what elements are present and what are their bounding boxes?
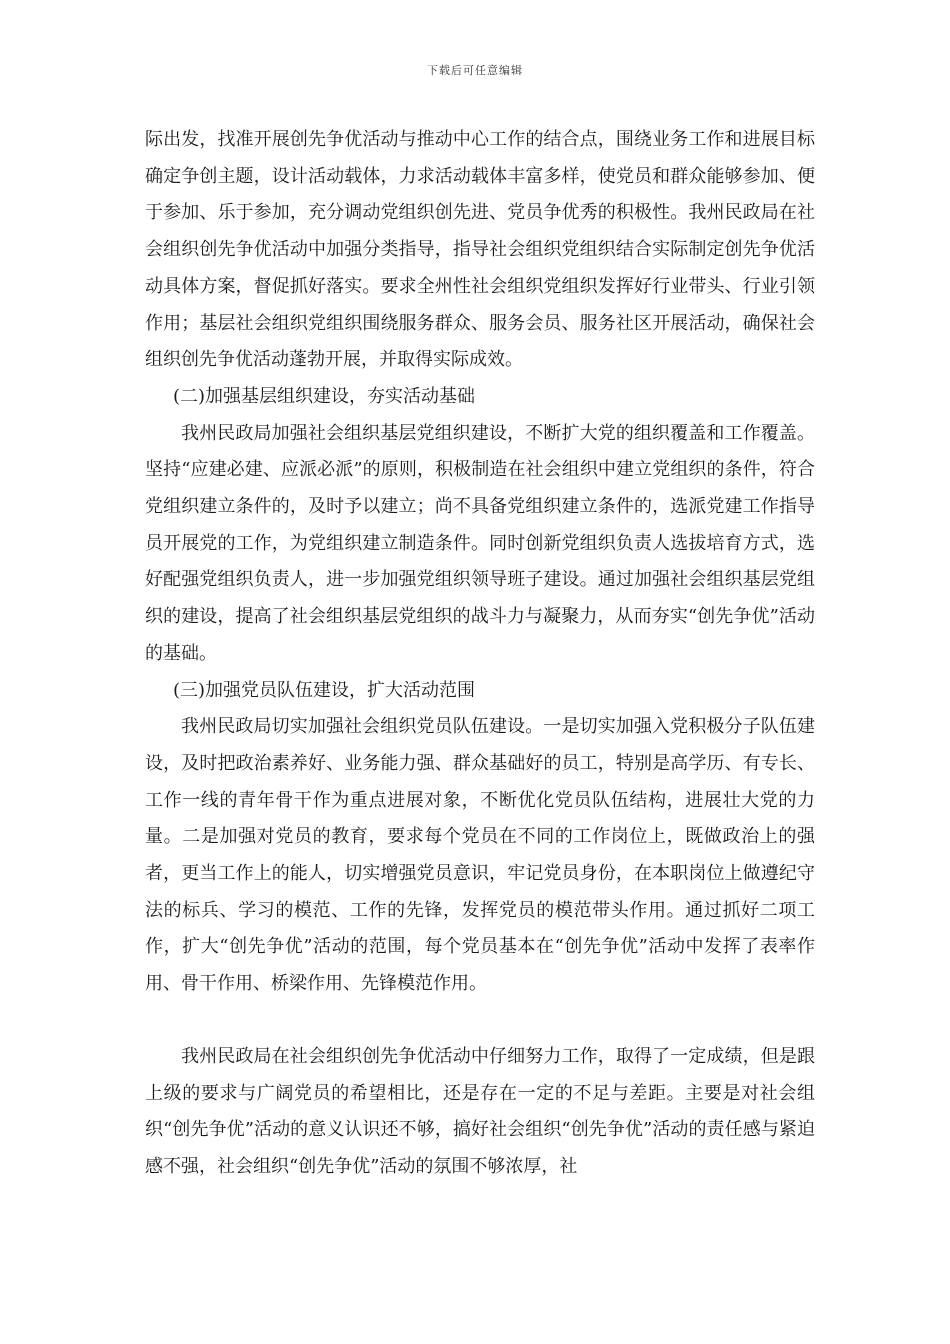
paragraph-continuation: 际出发，找准开展创先争优活动与推动中心工作的结合点，围绕业务工作和进展目标确定争创主题，设计活动载体，力求活动载体丰富多样，使党员和群众能够参加、便于参加、乐于参加，充分调动党组织创先进、党员争优秀的积极性。我州民政局在社会组织创先争优活动中加强分类指导，指导社会组织党组织结合实际制定创先争优活动具体方案，督促抓好落实。要求全州性社会组织党组织发挥好行业带头、行业引领作用；基层社会组织党组织围绕服务群众、服务会员、服务社区开展活动，确保社会组织创先争优活动蓬勃开展，并取得实际成效。: [145, 129, 815, 371]
section-heading-3: (三)加强党员队伍建设，扩大活动范围: [173, 679, 476, 701]
document-body: [145, 122, 815, 1186]
paragraph-shortcomings: 我州民政局在社会组织创先争优活动中仔细努力工作，取得了一定成绩，但是跟上级的要求与广阔党员的希望相比，还是存在一定的不足与差距。主要是对社会组织“创先争优”活动的意义认识还不够，搞好社会组织“创先争优”活动的责任感与紧迫感不强，社会组织“创先争优”活动的氛围不够浓厚，社: [145, 1045, 815, 1177]
paragraph-grassroots-organization: 我州民政局加强社会组织基层党组织建设，不断扩大党的组织覆盖和工作覆盖。坚持“应建必建、应派必派”的原则，积极制造在社会组织中建立党组织的条件，符合党组织建立条件的，及时予以建立；尚不具备党组织建立条件的，选派党建工作指导员开展党的工作，为党组织建立制造条件。同时创新党组织负责人选拔培育方式，选好配强党组织负责人，进一步加强党组织领导班子建设。通过加强社会组织基层党组织的建设，提高了社会组织基层党组织的战斗力与凝聚力，从而夯实“创先争优”活动的基础。: [145, 422, 815, 664]
section-heading-2: (二)加强基层组织建设，夯实活动基础: [173, 385, 476, 407]
paragraph-member-team: 我州民政局切实加强社会组织党员队伍建设。一是切实加强入党积极分子队伍建设，及时把政治素养好、业务能力强、群众基础好的员工，特别是高学历、有专长、工作一线的青年骨干作为重点进展对象，不断优化党员队伍结构，进展壮大党的力量。二是加强对党员的教育，要求每个党员在不同的工作岗位上，既做政治上的强者，更当工作上的能人，切实增强党员意识，牢记党员身份，在本职岗位上做遵纪守法的标兵、学习的模范、工作的先锋，发挥党员的模范带头作用。通过抓好二项工作，扩大“创先争优”活动的范围，每个党员基本在“创先争优”活动中发挥了表率作用、骨干作用、桥梁作用、先锋模范作用。: [145, 716, 815, 995]
paragraph-spacer: [145, 1003, 815, 1039]
page-header: 下载后可任意编辑: [427, 64, 523, 77]
